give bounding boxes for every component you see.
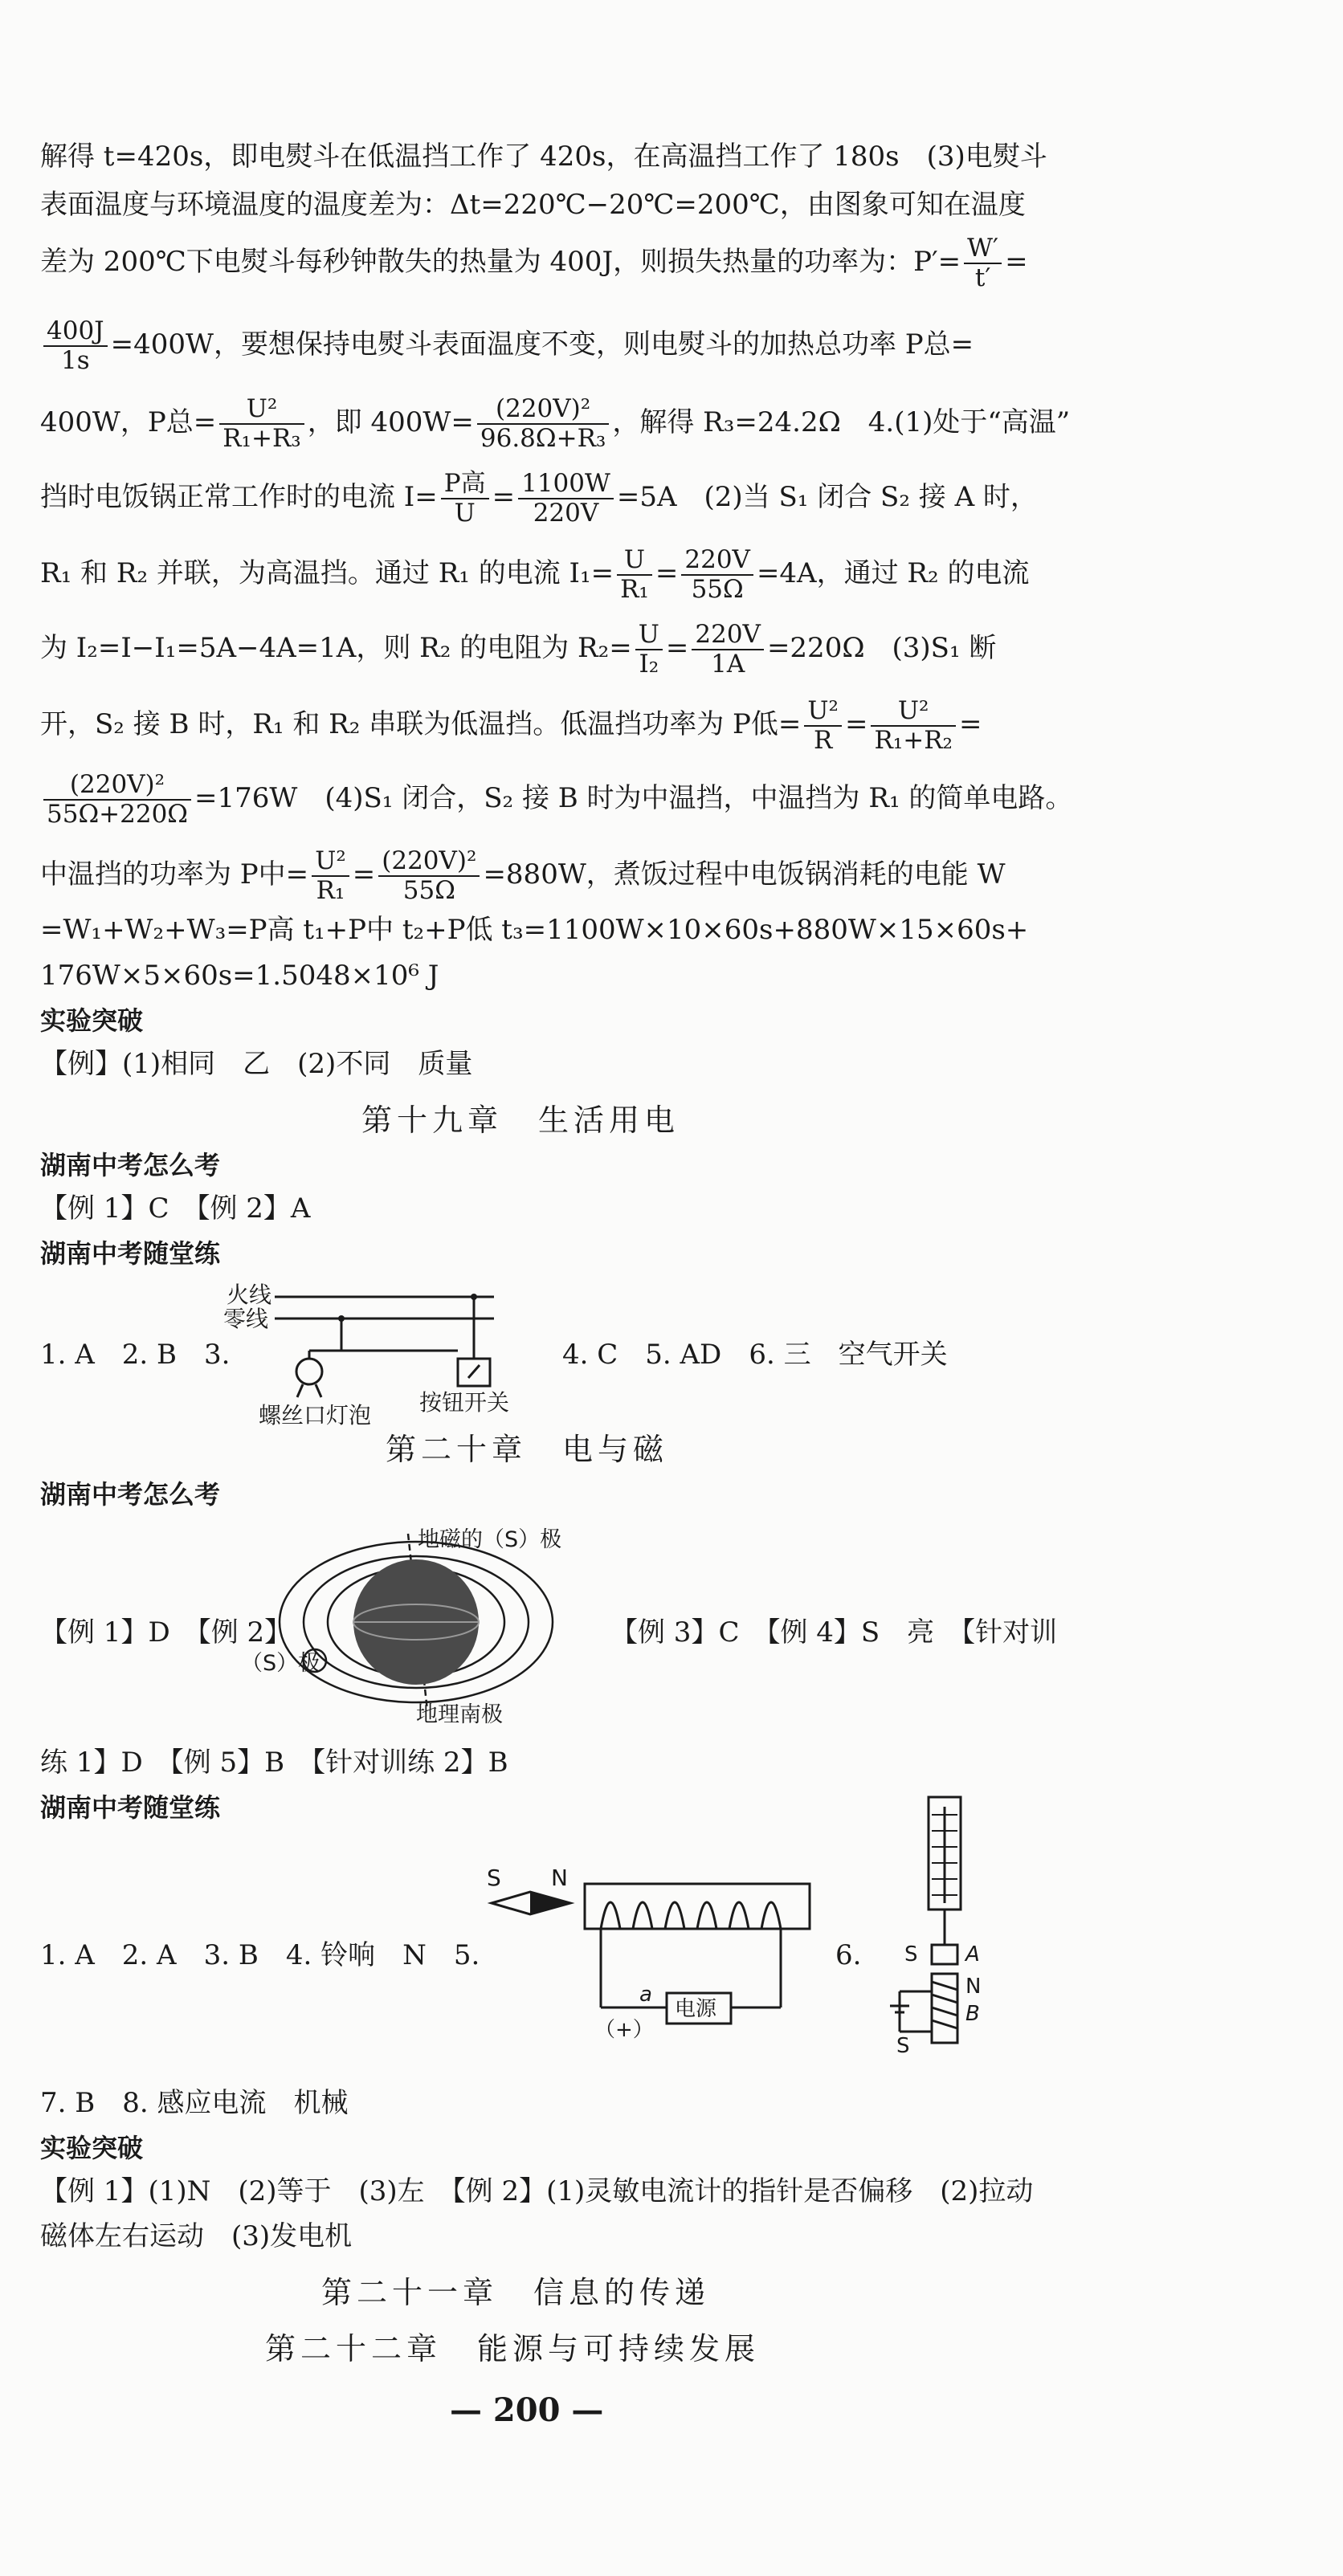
solution-line-13: 176W×5×60s=1.5048×10⁶ J — [40, 960, 439, 992]
solution-line-7 — [40, 546, 1029, 604]
text: = — [1005, 246, 1028, 278]
s-label: S — [487, 1865, 501, 1891]
answer-line: 【例 1】C 【例 2】A — [40, 1192, 311, 1225]
fraction — [441, 470, 489, 528]
fraction — [871, 697, 956, 755]
denominator: 55Ω — [691, 575, 744, 604]
text: =220Ω (3)S₁ 断 — [766, 632, 997, 664]
section-heading: 实验突破 — [40, 2133, 144, 2163]
text: ，解得 R₃=24.2Ω 4.(1)处于“高温” — [612, 406, 1071, 438]
text: 挡时电饭锅正常工作时的电流 I= — [40, 481, 438, 513]
fraction — [43, 317, 108, 375]
text: 为 I₂=I−I₁=5A−4A=1A，则 R₂ 的电阻为 R₂= — [40, 632, 632, 664]
neutral-wire-label: 零线 — [223, 1306, 269, 1332]
fraction — [477, 395, 609, 453]
text: = — [352, 858, 376, 891]
power-source-label: 电源 — [675, 1997, 717, 2021]
numerator: U — [635, 621, 663, 650]
solution-line-1: 解得 t=420s，即电熨斗在低温挡工作了 420s，在高温挡工作了 180s (3)电熨斗 — [40, 141, 1047, 173]
text: ，即 400W= — [307, 406, 474, 438]
household-circuit-diagram — [217, 1277, 522, 1429]
chapter-title: 第十九章 生活用电 — [361, 1103, 680, 1138]
text: 400W，P总= — [40, 406, 217, 438]
fraction — [804, 697, 842, 755]
junction-dot — [338, 1315, 345, 1322]
text: 开，S₂ 接 B 时，R₁ 和 R₂ 串联为低温挡。低温挡功率为 P低= — [40, 708, 802, 740]
numerator: U — [617, 546, 652, 576]
denominator: t′ — [974, 263, 991, 292]
numerator: U² — [219, 395, 304, 425]
electromagnet-spring-diagram — [876, 1791, 1004, 2056]
b-label: B — [965, 2002, 980, 2026]
bulb-label: 螺丝口灯泡 — [259, 1402, 372, 1429]
numerator: P高 — [441, 470, 489, 499]
fraction — [378, 847, 480, 905]
denominator: R₁+R₃ — [222, 424, 301, 453]
numerator: U² — [312, 847, 349, 877]
page-number: — 200 — — [450, 2391, 604, 2429]
section-heading: 实验突破 — [40, 1005, 144, 1036]
numerator: 1100W — [518, 470, 614, 499]
text: = — [958, 708, 982, 740]
n-label: N — [965, 1975, 982, 1999]
fraction — [964, 234, 1002, 292]
geomagnetic-pole-label: 地磁的（S）极 — [418, 1527, 562, 1552]
answer-line: 磁体左右运动 (3)发电机 — [40, 2220, 353, 2252]
fraction — [518, 470, 614, 528]
text: 差为 200℃下电熨斗每秒钟散失的热量为 400J，则损失热量的功率为：P′= — [40, 246, 961, 278]
fraction — [219, 395, 304, 453]
solution-line-11 — [40, 847, 1006, 905]
denominator: I₂ — [639, 650, 659, 679]
denominator: 1A — [711, 650, 745, 679]
solution-line-6 — [40, 470, 1038, 528]
live-wire-label: 火线 — [227, 1282, 272, 1308]
fraction — [312, 847, 349, 905]
answer-line: 【例 1】(1)N (2)等于 (3)左 【例 2】(1)灵敏电流计的指针是否偏移 (2)拉动 — [40, 2175, 1034, 2207]
text: =5A (2)当 S₁ 闭合 S₂ 接 A 时， — [616, 481, 1038, 513]
solution-line-8 — [40, 621, 996, 679]
denominator: U — [454, 499, 476, 528]
a-label: A — [965, 1942, 980, 1967]
text: = — [492, 481, 516, 513]
text: = — [844, 708, 868, 740]
fraction — [617, 546, 652, 604]
chapter-title: 第二十章 电与磁 — [386, 1432, 669, 1467]
chapter-title: 第二十二章 能源与可持续发展 — [265, 2331, 761, 2366]
solution-line-9 — [40, 697, 982, 755]
denominator: 55Ω+220Ω — [47, 800, 188, 829]
numerator: (220V)² — [43, 771, 191, 801]
numerator: 220V — [681, 546, 753, 576]
denominator: 55Ω — [402, 876, 455, 905]
numerator: (220V)² — [378, 847, 480, 877]
needle-north — [530, 1892, 570, 1914]
earth-magnetic-field-diagram — [241, 1518, 610, 1742]
n-label: N — [551, 1865, 568, 1891]
answer-line: 【例 3】C 【例 4】S 亮 【针对训 — [610, 1616, 1058, 1649]
denominator: 96.8Ω+R₃ — [480, 424, 606, 453]
fraction — [43, 771, 191, 829]
solution-line-5 — [40, 395, 1070, 453]
denominator: R — [814, 726, 833, 755]
plus-label: （+） — [594, 2018, 654, 2042]
denominator: R₁ — [316, 876, 345, 905]
numerator: (220V)² — [477, 395, 609, 425]
numerator: U² — [871, 697, 956, 727]
fraction — [681, 546, 753, 604]
text: R₁ 和 R₂ 并联，为高温挡。通过 R₁ 的电流 I₁= — [40, 557, 614, 589]
solution-line-4 — [40, 317, 974, 375]
solution-line-2: 表面温度与环境温度的温度差为：Δt=220℃−20℃=200℃，由图象可知在温度 — [40, 189, 1026, 221]
solution-line-10 — [40, 771, 1072, 829]
denominator: 220V — [533, 499, 599, 528]
answer-line: 1. A 2. A 3. B 4. 铃响 N 5. — [40, 1939, 480, 1971]
solution-line-3 — [40, 234, 1028, 292]
denominator: 1s — [60, 346, 90, 375]
solenoid-circuit-diagram — [482, 1855, 819, 2040]
answer-line: 6. — [835, 1939, 862, 1971]
text: =176W (4)S₁ 闭合，S₂ 接 B 时为中温挡，中温挡为 R₁ 的简单电路。 — [194, 782, 1073, 814]
answer-line: 【例 1】D 【例 2】 — [40, 1616, 292, 1649]
fraction — [692, 621, 764, 679]
s-pole-label: （S）极 — [241, 1651, 320, 1676]
answer-line: 7. B 8. 感应电流 机械 — [40, 2087, 349, 2119]
numerator: U² — [804, 697, 842, 727]
answer-line: 4. C 5. AD 6. 三 空气开关 — [562, 1339, 948, 1371]
answer-line: 1. A 2. B 3. — [40, 1339, 231, 1371]
terminal-a-label: a — [639, 1983, 652, 2007]
s-label: S — [904, 1942, 918, 1967]
geographic-south-label: 地理南极 — [416, 1702, 503, 1727]
solution-line-12: =W₁+W₂+W₃=P高 t₁+P中 t₂+P低 t₃=1100W×10×60s+880W×15×60s+ — [40, 914, 1029, 946]
text: =400W，要想保持电熨斗表面温度不变，则电熨斗的加热总功率 P总= — [110, 328, 974, 361]
text: = — [655, 557, 679, 589]
answer-line: 练 1】D 【例 5】B 【针对训练 2】B — [40, 1747, 508, 1779]
denominator: R₁ — [620, 575, 649, 604]
numerator: 400J — [43, 317, 108, 347]
numerator: 220V — [692, 621, 764, 650]
text: = — [665, 632, 689, 664]
section-heading: 湖南中考怎么考 — [40, 1479, 221, 1510]
section-heading: 湖南中考怎么考 — [40, 1150, 221, 1180]
numerator: W′ — [964, 234, 1002, 264]
chapter-title: 第二十一章 信息的传递 — [321, 2275, 711, 2310]
section-heading: 湖南中考随堂练 — [40, 1792, 221, 1823]
switch-s-label: S — [896, 2034, 910, 2058]
junction-dot — [471, 1294, 477, 1300]
switch-label: 按钮开关 — [419, 1389, 510, 1416]
text: =880W，煮饭过程中电饭锅消耗的电能 W — [483, 858, 1006, 891]
text: 中温挡的功率为 P中= — [40, 858, 309, 891]
answer-line: 【例】(1)相同 乙 (2)不同 质量 — [40, 1048, 473, 1080]
denominator: R₁+R₂ — [874, 726, 953, 755]
text: =4A，通过 R₂ 的电流 — [756, 557, 1030, 589]
fraction — [635, 621, 663, 679]
section-heading: 湖南中考随堂练 — [40, 1238, 221, 1269]
